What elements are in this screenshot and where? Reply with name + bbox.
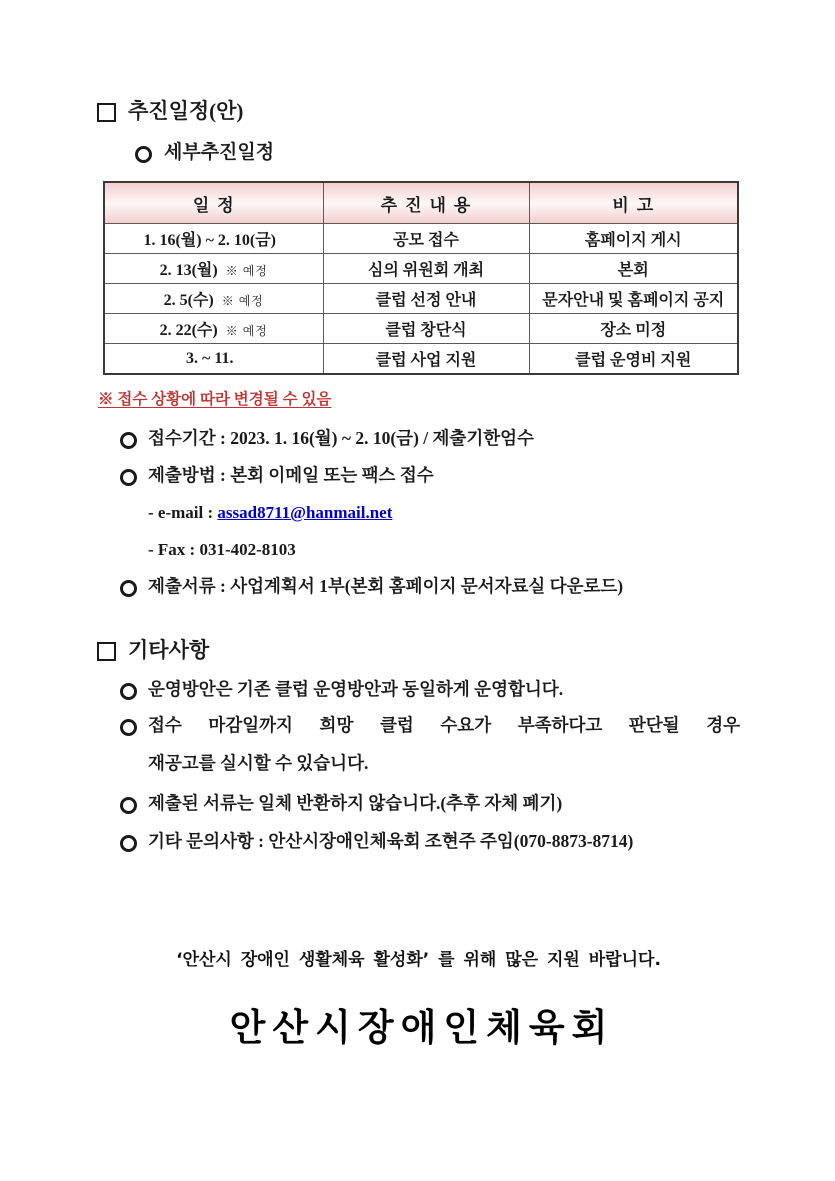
bullet-period <box>120 427 740 450</box>
square-bullet-icon <box>97 103 116 122</box>
cell-content: 심의 위원회 개최 <box>323 254 529 284</box>
circle-bullet-icon <box>120 683 137 700</box>
circle-bullet-icon <box>120 797 137 814</box>
etc-bullet-3 <box>120 792 740 815</box>
support-request-notice: ‘안산시 장애인 생활체육 활성화’ 를 위해 많은 지원 바랍니다. <box>176 950 661 970</box>
square-bullet-icon <box>97 642 116 661</box>
cell-content: 클럽 창단식 <box>323 314 529 344</box>
planned-tag: ※ 예정 <box>225 324 268 338</box>
cell-remark: 클럽 운영비 지원 <box>529 344 738 375</box>
section-etc-title: 기타사항 <box>128 638 210 662</box>
etc-bullet-3-text: 제출된 서류는 일체 반환하지 않습니다.(추후 자체 폐기) <box>148 793 563 813</box>
cell-date: 3. ~ 11. <box>104 344 323 375</box>
col-header-content: 추진내용 <box>323 182 529 224</box>
circle-bullet-icon <box>120 835 137 852</box>
circle-bullet-icon <box>135 146 152 163</box>
section-etc-heading <box>97 636 740 664</box>
table-row <box>104 224 738 254</box>
col-header-remark: 비고 <box>529 182 738 224</box>
schedule-subheading-label: 세부추진일정 <box>164 142 275 163</box>
table-row <box>104 254 738 284</box>
circle-bullet-icon <box>120 469 137 486</box>
email-label: - e-mail : <box>148 503 218 522</box>
cell-content: 클럽 선정 안내 <box>323 284 529 314</box>
section-schedule-title: 추진일정(안) <box>128 99 244 123</box>
cell-content: 클럽 사업 지원 <box>323 344 529 375</box>
circle-bullet-icon <box>120 719 137 736</box>
table-row <box>104 314 738 344</box>
bullet-documents <box>120 575 740 598</box>
cell-content: 공모 접수 <box>323 224 529 254</box>
cell-remark: 문자안내 및 홈페이지 공지 <box>529 284 738 314</box>
cell-date: 1. 16(월) ~ 2. 10(금) <box>104 224 323 254</box>
cell-remark: 장소 미정 <box>529 314 738 344</box>
etc-bullet-4 <box>120 830 740 853</box>
etc-bullet-4-text: 기타 문의사항 : 안산시장애인체육회 조현주 주임(070-8873-8714) <box>148 831 634 851</box>
table-row <box>104 284 738 314</box>
circle-bullet-icon <box>120 580 137 597</box>
etc-bullet-2-text <box>148 714 740 775</box>
etc-bullet-2-line1: 접수 마감일까지 희망 클럽 수요가 부족하다고 판단될 경우 <box>148 715 740 735</box>
table-row <box>104 344 738 375</box>
email-line <box>148 501 740 524</box>
documents-text: 제출서류 : 사업계획서 1부(본회 홈페이지 문서자료실 다운로드) <box>148 576 624 596</box>
cell-remark: 홈페이지 게시 <box>529 224 738 254</box>
circle-bullet-icon <box>120 432 137 449</box>
cell-date: 2. 5(수) ※ 예정 <box>104 284 323 314</box>
etc-bullet-1-text: 운영방안은 기존 클럽 운영방안과 동일하게 운영합니다. <box>148 679 564 699</box>
period-text: 접수기간 : 2023. 1. 16(월) ~ 2. 10(금) / 제출기한엄수 <box>148 428 534 448</box>
change-notice-note: ※ 접수 상황에 따라 변경될 수 있음 <box>98 391 332 408</box>
section-schedule-heading <box>97 97 740 125</box>
schedule-table <box>103 181 739 375</box>
planned-tag: ※ 예정 <box>221 294 264 308</box>
etc-bullet-2 <box>120 714 740 775</box>
planned-tag: ※ 예정 <box>225 264 268 278</box>
bullet-method <box>120 464 740 487</box>
method-text: 제출방법 : 본회 이메일 또는 팩스 접수 <box>148 465 434 485</box>
fax-line: - Fax : 031-402-8103 <box>148 540 296 559</box>
etc-bullet-1 <box>120 678 740 701</box>
etc-bullet-2-line2: 재공고를 실시할 수 있습니다. <box>148 753 369 773</box>
cell-date: 2. 22(수) ※ 예정 <box>104 314 323 344</box>
table-header-row <box>104 182 738 224</box>
col-header-date: 일정 <box>104 182 323 224</box>
organization-name: 안산시장애인체육회 <box>229 1006 615 1049</box>
schedule-subheading <box>135 141 740 165</box>
email-link[interactable]: assad8711@hanmail.net <box>217 503 393 522</box>
cell-date: 2. 13(월) ※ 예정 <box>104 254 323 284</box>
cell-remark: 본회 <box>529 254 738 284</box>
